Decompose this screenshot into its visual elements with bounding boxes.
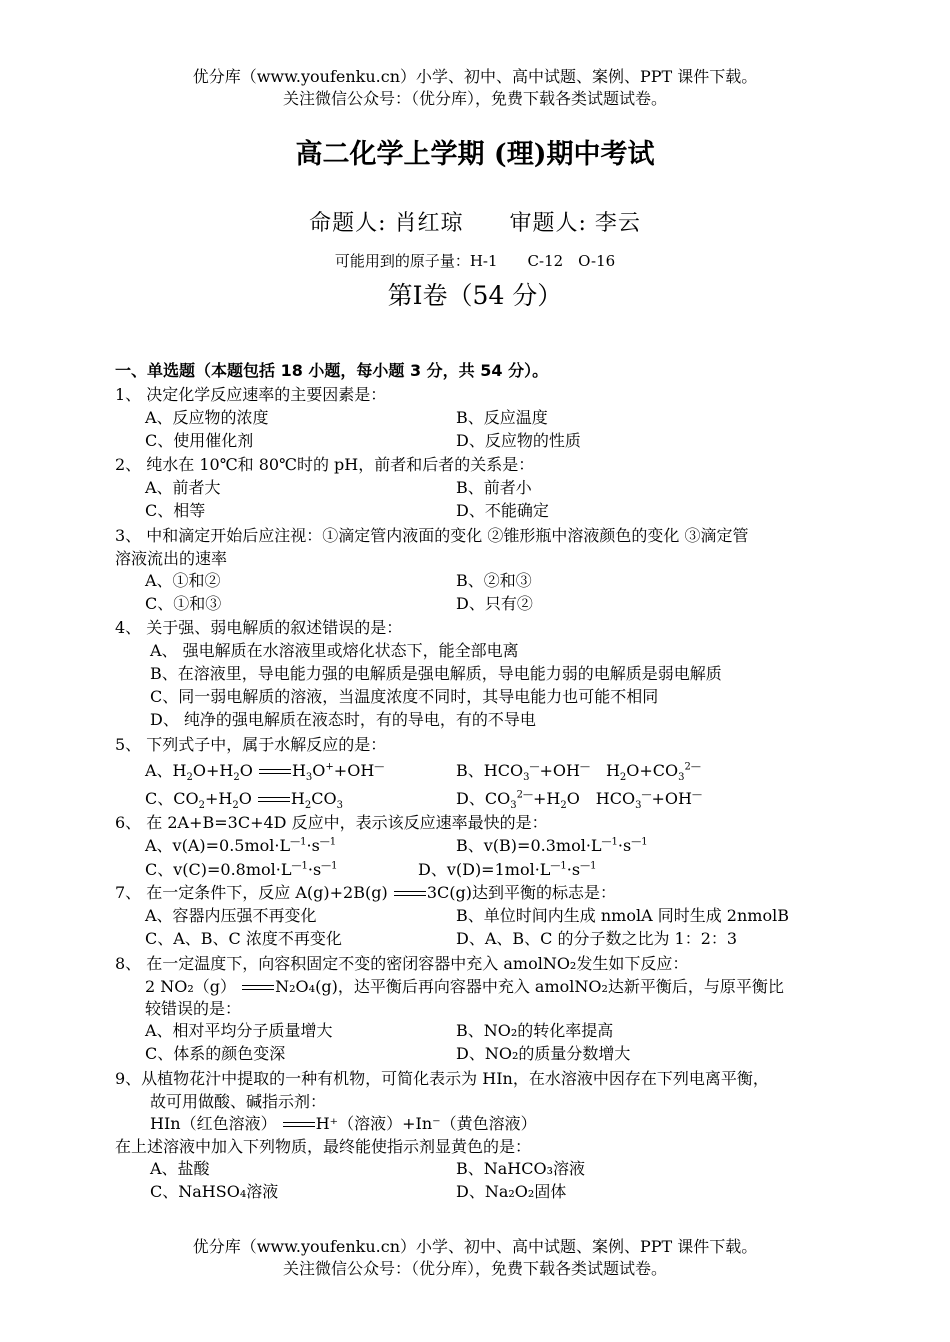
q4-option-b: B、在溶液里，导电能力强的电解质是强电解质，导电能力弱的电解质是弱电解质 (150, 664, 722, 683)
q8-stem: 8、 在一定温度下，向容积固定不变的密闭容器中充入 amolNO₂发生如下反应： (115, 954, 689, 973)
equilibrium-arrow-icon (258, 796, 290, 804)
q2-option-a: A、前者大 (145, 478, 221, 497)
q1-option-a: A、反应物的浓度 (145, 408, 269, 427)
equilibrium-arrow-icon (283, 1121, 315, 1129)
q7-option-a: A、容器内压强不再变化 (145, 906, 317, 925)
q9-option-b: B、NaHCO₃溶液 (456, 1159, 586, 1178)
q9-option-d: D、Na₂O₂固体 (456, 1182, 567, 1201)
volume-heading: 第Ⅰ卷（54 分） (387, 281, 563, 310)
q6-option-a: A、$v(A)=0.5mol\cdot L^{—1}\cdot s^{—1}$ (145, 836, 337, 855)
q3-option-d: D、只有② (456, 594, 533, 613)
equilibrium-arrow-icon (242, 984, 274, 992)
q4-option-d: D、 纯净的强电解质在液态时，有的导电，有的不导电 (150, 710, 536, 729)
q1-option-c: C、使用催化剂 (145, 431, 254, 450)
site-footer-line1: 优分库（www.youfenku.cn）小学、初中、高中试题、案例、PPT 课件下载。 (192, 1237, 758, 1256)
exam-title: 高二化学上学期 (理)期中考试 (295, 139, 655, 170)
q9-equation: HIn（红色溶液） H⁺（溶液）+In⁻（黄色溶液） (150, 1114, 537, 1133)
q7-option-b: B、单位时间内生成 nmolA 同时生成 2nmolB (456, 906, 789, 925)
q4-option-c: C、同一弱电解质的溶液，当温度浓度不同时，其导电能力也可能不相同 (150, 687, 659, 706)
q9-stem-line1: 9、从植物花汁中提取的一种有机物，可简化表示为 HIn，在水溶液中因存在下列电离平衡， (115, 1069, 769, 1088)
atomic-mass-line: 可能用到的原子量：H-1 C-12 O-16 (334, 252, 616, 270)
q9-stem-line4: 在上述溶液中加入下列物质，最终能使指示剂显黄色的是： (115, 1137, 532, 1156)
q6-option-c: C、$v(C)=0.8mol\cdot L^{—1}\cdot s^{—1}$ (145, 860, 338, 879)
q2-stem: 2、 纯水在 10℃和 80℃时的 pH，前者和后者的关系是： (115, 455, 535, 474)
q8-option-d: D、NO₂的质量分数增大 (456, 1044, 631, 1063)
q8-option-c: C、体系的颜色变深 (145, 1044, 286, 1063)
q8-stem-line3: 较错误的是： (145, 999, 242, 1018)
q7-option-d: D、A、B、C 的分子数之比为 1：2：3 (456, 929, 738, 948)
q5-option-c: C、$CO_2+H_2O$ $H_2CO_3$ (145, 789, 343, 812)
site-header-line2: 关注微信公众号：（优分库），免费下载各类试题试卷。 (282, 89, 667, 108)
q5-option-a: A、$H_2O+H_2O$ $H_3O^++OH^—$ (145, 761, 385, 784)
q1-option-d: D、反应物的性质 (456, 431, 581, 450)
q6-stem: 6、 在 2A+B=3C+4D 反应中，表示该反应速率最快的是： (115, 813, 548, 832)
site-footer-line2: 关注微信公众号：（优分库），免费下载各类试题试卷。 (282, 1259, 667, 1278)
q3-option-a: A、①和② (145, 571, 221, 590)
q7-stem: 7、 在一定条件下，反应 A(g)+2B(g) 3C(g)达到平衡的标志是： (115, 883, 616, 902)
q3-option-b: B、②和③ (456, 571, 532, 590)
q1-stem: 1、 决定化学反应速率的主要因素是： (115, 385, 387, 404)
q2-option-c: C、相等 (145, 501, 206, 520)
q9-option-a: A、盐酸 (150, 1159, 210, 1178)
q5-stem: 5、 下列式子中，属于水解反应的是： (115, 735, 387, 754)
q3-stem-line1: 3、 中和滴定开始后应注视：①滴定管内液面的变化 ②锥形瓶中溶液颜色的变化 ③滴定管 (115, 526, 749, 545)
q2-option-b: B、前者小 (456, 478, 532, 497)
authors-line: 命题人: 肖红琼 审题人: 李云 (309, 211, 641, 236)
q2-option-d: D、不能确定 (456, 501, 549, 520)
site-header-line1: 优分库（www.youfenku.cn）小学、初中、高中试题、案例、PPT 课件下载。 (192, 67, 758, 86)
q9-option-c: C、NaHSO₄溶液 (150, 1182, 279, 1201)
q8-equation: 2 NO₂（g） N₂O₄(g)，达平衡后再向容器中充入 amolNO₂达新平衡后，与原平衡比 (145, 977, 784, 996)
equilibrium-arrow-icon (259, 768, 291, 776)
q8-option-a: A、相对平均分子质量增大 (145, 1021, 333, 1040)
q4-option-a: A、 强电解质在水溶液里或熔化状态下，能全部电离 (150, 641, 519, 660)
q5-option-d: D、$CO_3^{2—}+H_2O$ $HCO_3^—+OH^—$ (456, 789, 702, 812)
q5-option-b: B、$HCO_3^—+OH^—$ $H_2O+CO_3^{2—}$ (456, 761, 701, 784)
q8-option-b: B、NO₂的转化率提高 (456, 1021, 614, 1040)
q3-stem-line2: 溶液流出的速率 (115, 549, 228, 568)
q7-option-c: C、A、B、C 浓度不再变化 (145, 929, 342, 948)
q6-option-d: D、$v(D)=1mol\cdot L^{—1}\cdot s^{—1}$ (418, 860, 597, 879)
q3-option-c: C、①和③ (145, 594, 222, 613)
equilibrium-arrow-icon (394, 890, 426, 898)
q9-stem-line2: 故可用做酸、碱指示剂： (150, 1092, 327, 1111)
q6-option-b: B、$v(B)=0.3mol\cdot L^{—1}\cdot s^{—1}$ (456, 836, 648, 855)
q4-stem: 4、 关于强、弱电解质的叙述错误的是： (115, 618, 403, 637)
section-heading: 一、单选题（本题包括 18 小题，每小题 3 分，共 54 分）。 (115, 361, 549, 380)
q1-option-b: B、反应温度 (456, 408, 548, 427)
